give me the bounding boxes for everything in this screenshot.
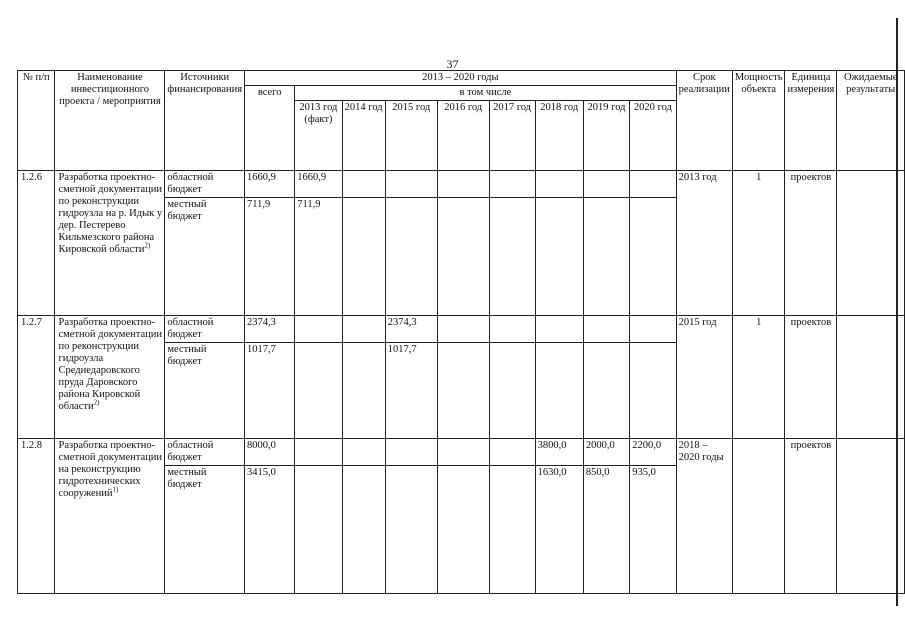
capacity-cell: 1 <box>732 171 785 316</box>
year-cell <box>630 198 676 316</box>
footnote-mark: 1) <box>112 485 119 494</box>
header-year-2013: 2013 год (факт) <box>295 101 342 171</box>
capacity-cell <box>732 439 785 594</box>
header-including: в том числе <box>295 86 676 101</box>
year-cell: 850,0 <box>583 466 629 594</box>
header-capacity: Мощность объекта <box>732 71 785 171</box>
year-cell <box>583 198 629 316</box>
total-cell: 1017,7 <box>245 343 295 439</box>
year-cell <box>385 198 437 316</box>
header-period: 2013 – 2020 годы <box>245 71 677 86</box>
total-cell: 711,9 <box>245 198 295 316</box>
year-cell <box>342 316 385 343</box>
year-cell: 1630,0 <box>535 466 583 594</box>
year-cell <box>630 316 676 343</box>
header-name: Наименование инвестиционного проекта / мероприятия <box>55 71 165 171</box>
year-cell <box>437 316 489 343</box>
year-cell <box>295 466 342 594</box>
header-results: Ожидаемые результаты <box>837 71 905 171</box>
year-cell <box>342 171 385 198</box>
year-cell <box>385 439 437 466</box>
year-cell <box>437 171 489 198</box>
header-year-2018: 2018 год <box>535 101 583 171</box>
year-cell <box>535 171 583 198</box>
year-cell <box>342 343 385 439</box>
term-cell: 2018 – 2020 годы <box>676 439 732 594</box>
year-cell <box>437 343 489 439</box>
header-total: всего <box>245 86 295 171</box>
header-year-2019: 2019 год <box>583 101 629 171</box>
row-name: Разработка проектно-сметной документации по реконструкции гидроузла Средиедаровского пруда Даровского района Кировской области$^{2)}$ <box>55 316 165 439</box>
year-cell <box>342 466 385 594</box>
year-cell <box>342 198 385 316</box>
results-cell <box>837 316 905 439</box>
year-cell: 2000,0 <box>583 439 629 466</box>
year-cell <box>489 171 535 198</box>
year-cell <box>583 171 629 198</box>
header-source: Источники финансирования <box>165 71 245 171</box>
results-cell <box>837 439 905 594</box>
year-cell <box>583 316 629 343</box>
year-cell: 2374,3 <box>385 316 437 343</box>
row-name: Разработка проектно-сметной документации по реконструкции гидроузла на р. Идык у дер. Пестерево Кильмезского района Кировской области$^{2)}$ <box>55 171 165 316</box>
year-cell: 3800,0 <box>535 439 583 466</box>
source-cell: местный бюджет <box>165 466 245 594</box>
year-cell <box>489 439 535 466</box>
year-cell <box>342 439 385 466</box>
year-cell <box>630 171 676 198</box>
total-cell: 8000,0 <box>245 439 295 466</box>
header-year-2017: 2017 год <box>489 101 535 171</box>
term-cell: 2013 год <box>676 171 732 316</box>
year-cell <box>583 343 629 439</box>
year-cell: 1017,7 <box>385 343 437 439</box>
year-cell <box>535 198 583 316</box>
results-cell <box>837 171 905 316</box>
header-num: № п/п <box>18 71 55 171</box>
year-cell <box>489 198 535 316</box>
header-term: Срок реализации <box>676 71 732 171</box>
term-cell: 2015 год <box>676 316 732 439</box>
source-cell: областной бюджет <box>165 439 245 466</box>
row-num: 1.2.7 <box>18 316 55 439</box>
year-cell <box>385 171 437 198</box>
total-cell: 3415,0 <box>245 466 295 594</box>
year-cell: 2200,0 <box>630 439 676 466</box>
year-cell <box>295 439 342 466</box>
total-cell: 2374,3 <box>245 316 295 343</box>
row-num: 1.2.6 <box>18 171 55 316</box>
total-cell: 1660,9 <box>245 171 295 198</box>
year-cell <box>630 343 676 439</box>
year-cell <box>437 439 489 466</box>
year-cell <box>295 343 342 439</box>
year-cell <box>385 466 437 594</box>
source-cell: областной бюджет <box>165 171 245 198</box>
unit-cell: проектов <box>785 171 837 316</box>
row-name: Разработка проектно-сметной документации на реконструкцию гидротехнических сооружений$^{1)}$ <box>55 439 165 594</box>
year-cell: 711,9 <box>295 198 342 316</box>
header-year-2020: 2020 год <box>630 101 676 171</box>
capacity-cell: 1 <box>732 316 785 439</box>
header-year-2014: 2014 год <box>342 101 385 171</box>
footnote-mark: 2) <box>144 241 151 250</box>
header-unit: Единица измерения <box>785 71 837 171</box>
year-cell <box>535 316 583 343</box>
year-cell <box>489 316 535 343</box>
header-year-2015: 2015 год <box>385 101 437 171</box>
row-num: 1.2.8 <box>18 439 55 594</box>
unit-cell: проектов <box>785 316 837 439</box>
year-cell <box>295 316 342 343</box>
year-cell <box>437 466 489 594</box>
year-cell <box>489 466 535 594</box>
page-number: 37 <box>446 57 459 71</box>
year-cell <box>437 198 489 316</box>
source-cell: местный бюджет <box>165 198 245 316</box>
unit-cell: проектов <box>785 439 837 594</box>
footnote-mark: 2) <box>93 398 100 407</box>
header-year-2016: 2016 год <box>437 101 489 171</box>
year-cell <box>489 343 535 439</box>
year-cell <box>535 343 583 439</box>
year-cell: 935,0 <box>630 466 676 594</box>
investment-table <box>17 70 905 594</box>
year-cell: 1660,9 <box>295 171 342 198</box>
source-cell: местный бюджет <box>165 343 245 439</box>
source-cell: областной бюджет <box>165 316 245 343</box>
